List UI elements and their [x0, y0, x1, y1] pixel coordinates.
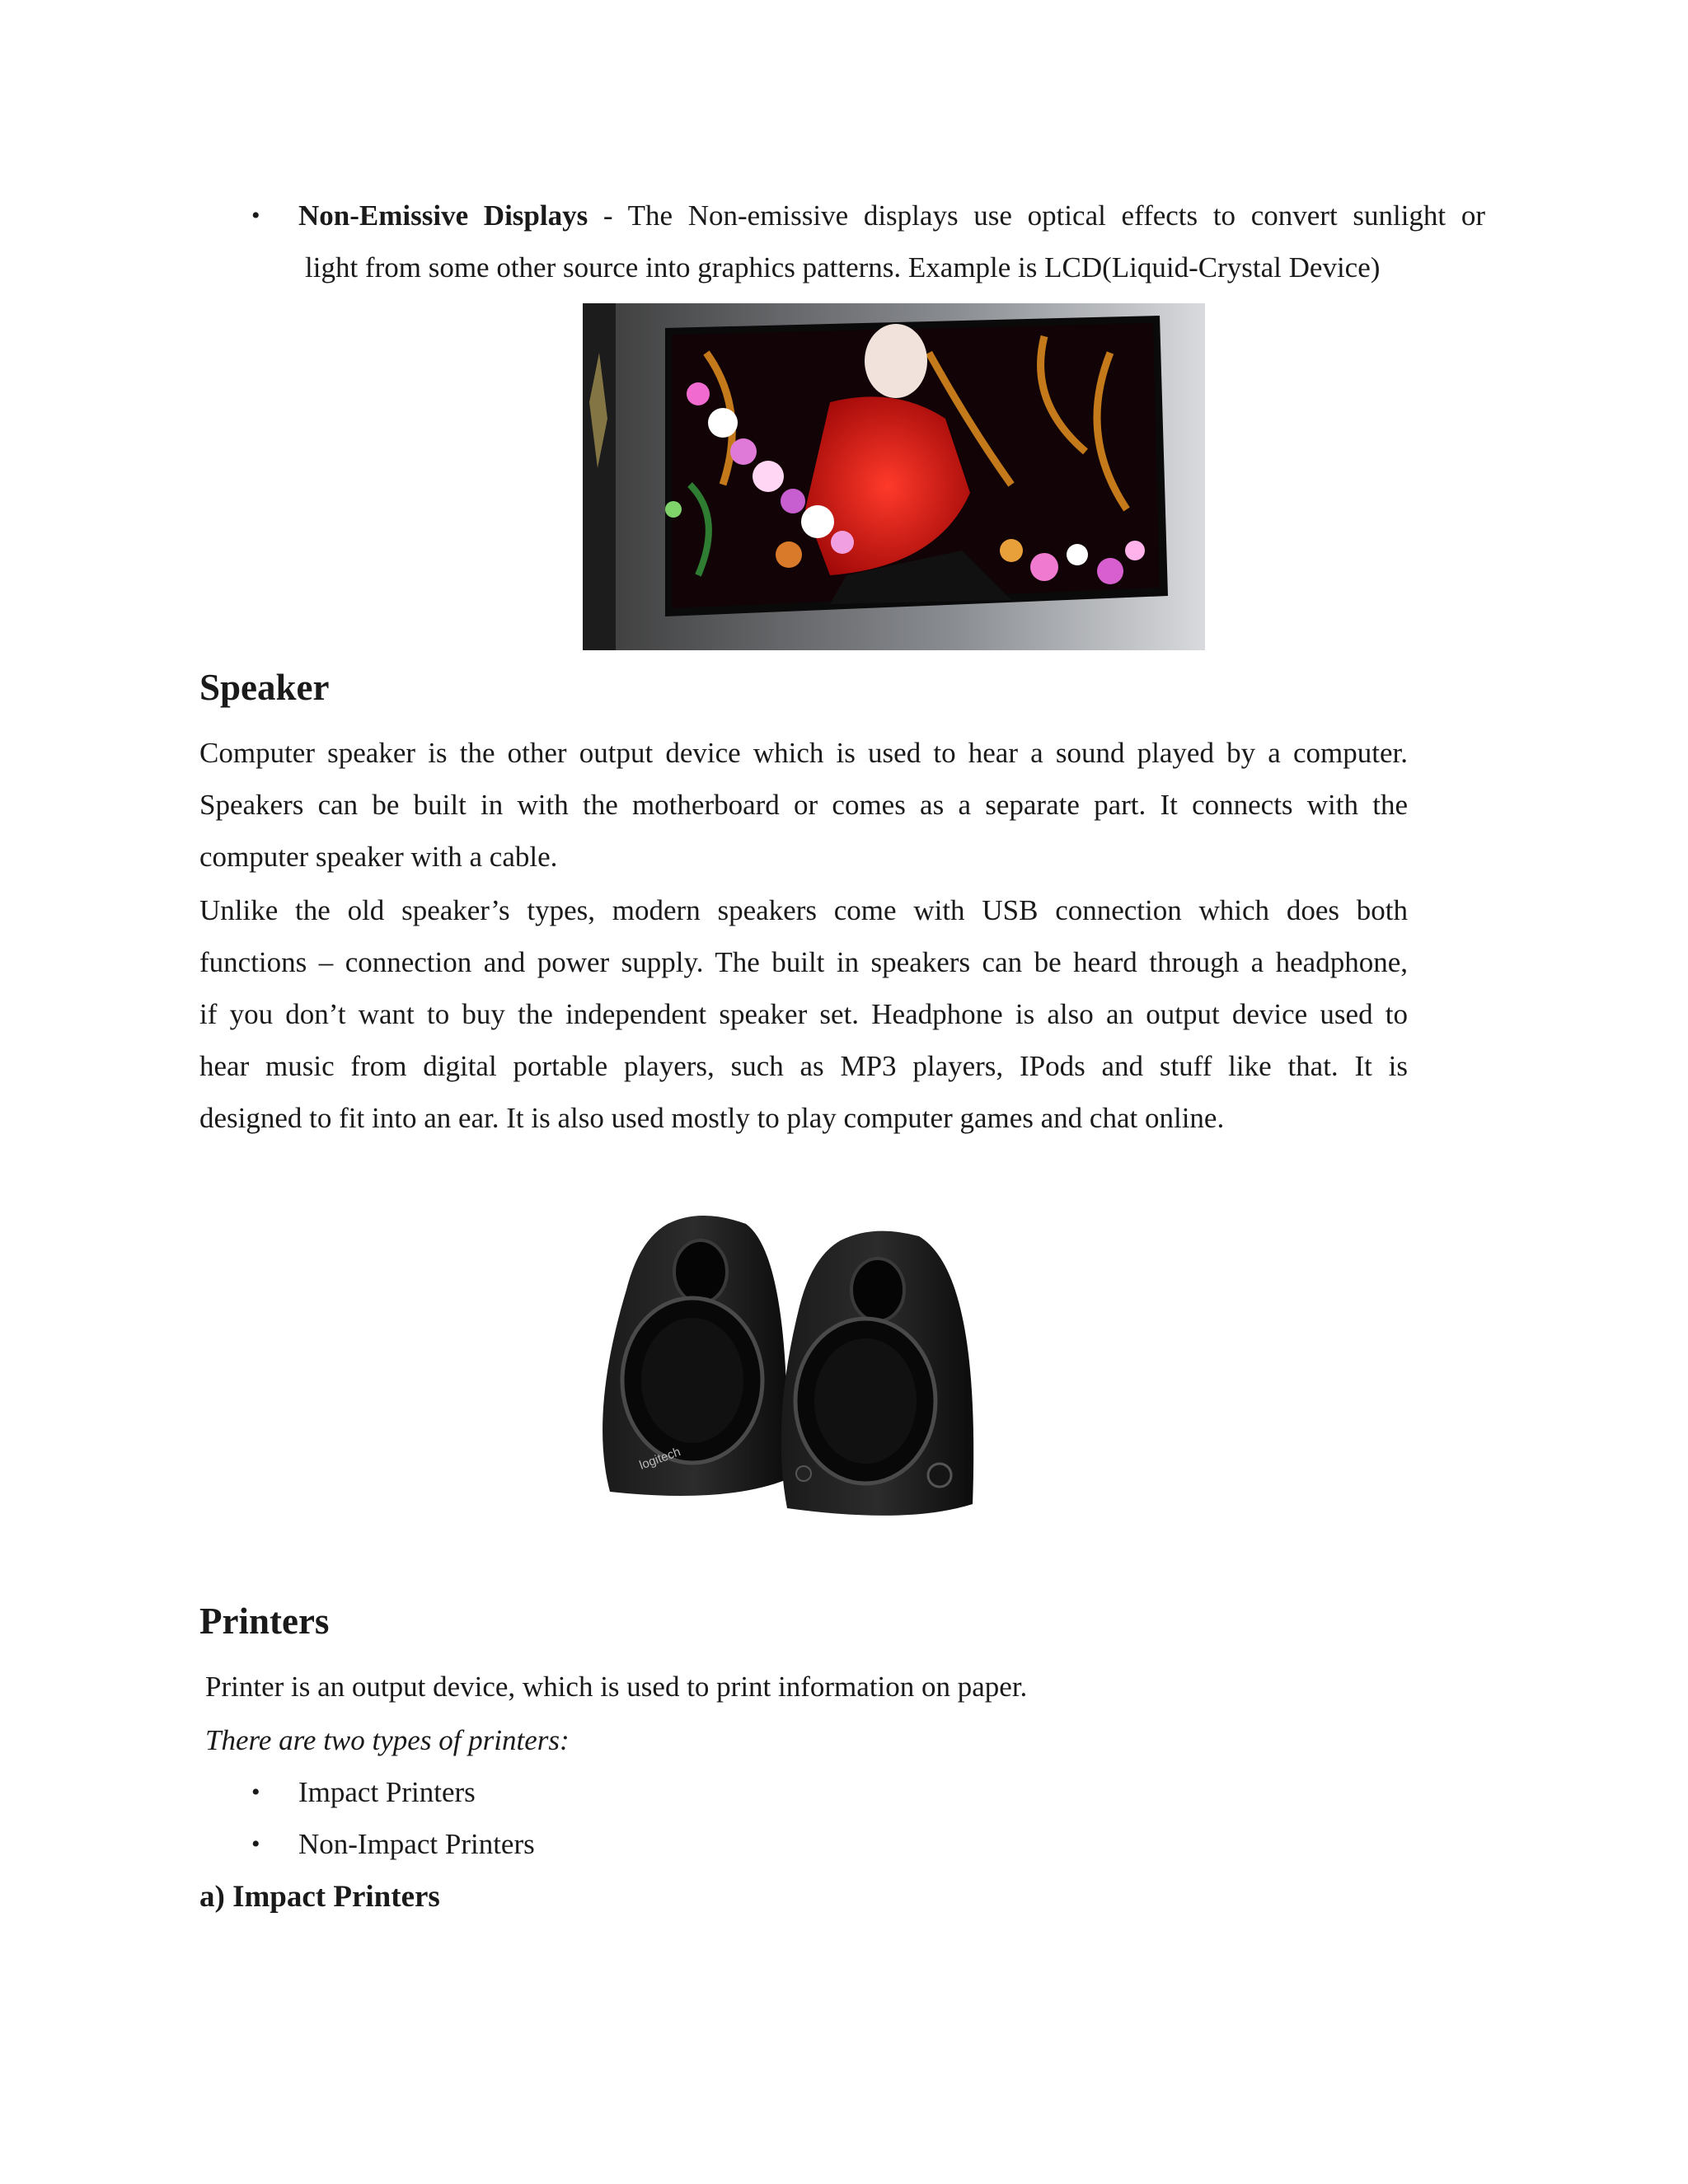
- speaker-p2-line: if you don’t want to buy the independent speaker set. Headphone is also an output device used to: [199, 998, 1408, 1030]
- speaker-paragraph-1: [199, 727, 1408, 883]
- printer-type-item: Non-Impact Printers: [298, 1828, 535, 1860]
- brand-logo: logitech: [637, 1445, 682, 1473]
- printers-heading: Printers: [199, 1601, 330, 1642]
- speaker-paragraph-2: [199, 884, 1408, 1144]
- impact-printers-subheading: a) Impact Printers: [199, 1880, 440, 1914]
- nonemissive-line-1: [298, 190, 1485, 241]
- nonemissive-desc: - The Non-emissive displays use optical effects to convert sunlight or: [588, 199, 1485, 232]
- speaker-p2-line: functions – connection and power supply. The built in speakers can be heard through a headphone,: [199, 946, 1408, 978]
- speaker-p2-line: designed to fit into an ear. It is also used mostly to play computer games and chat online.: [199, 1102, 1225, 1134]
- speaker-p1-line: Computer speaker is the other output device which is used to hear a sound played by a computer.: [199, 737, 1408, 769]
- bullet-icon: •: [251, 1779, 260, 1806]
- speaker-p1-line: Speakers can be built in with the motherboard or comes as a separate part. It connects with the: [199, 789, 1408, 821]
- bullet-icon: •: [251, 202, 260, 229]
- computer-speakers-photo: [577, 1207, 1022, 1537]
- speaker-heading: Speaker: [199, 667, 330, 708]
- nonemissive-term: Non-Emissive Displays: [298, 199, 588, 232]
- printers-intro: Printer is an output device, which is used to print information on paper.: [205, 1671, 1028, 1703]
- printer-type-item: Impact Printers: [298, 1776, 476, 1808]
- printers-types-label: There are two types of printers:: [205, 1724, 570, 1756]
- speaker-p1-line: computer speaker with a cable.: [199, 841, 558, 873]
- lcd-display-photo: [583, 303, 1205, 650]
- nonemissive-line-2: light from some other source into graphics patterns. Example is LCD(Liquid-Crystal Device): [305, 251, 1381, 284]
- bullet-icon: •: [251, 1830, 260, 1858]
- speaker-p2-line: Unlike the old speaker’s types, modern speakers come with USB connection which does both: [199, 894, 1408, 926]
- speaker-p2-line: hear music from digital portable players, such as MP3 players, IPods and stuff like that. It is: [199, 1050, 1408, 1082]
